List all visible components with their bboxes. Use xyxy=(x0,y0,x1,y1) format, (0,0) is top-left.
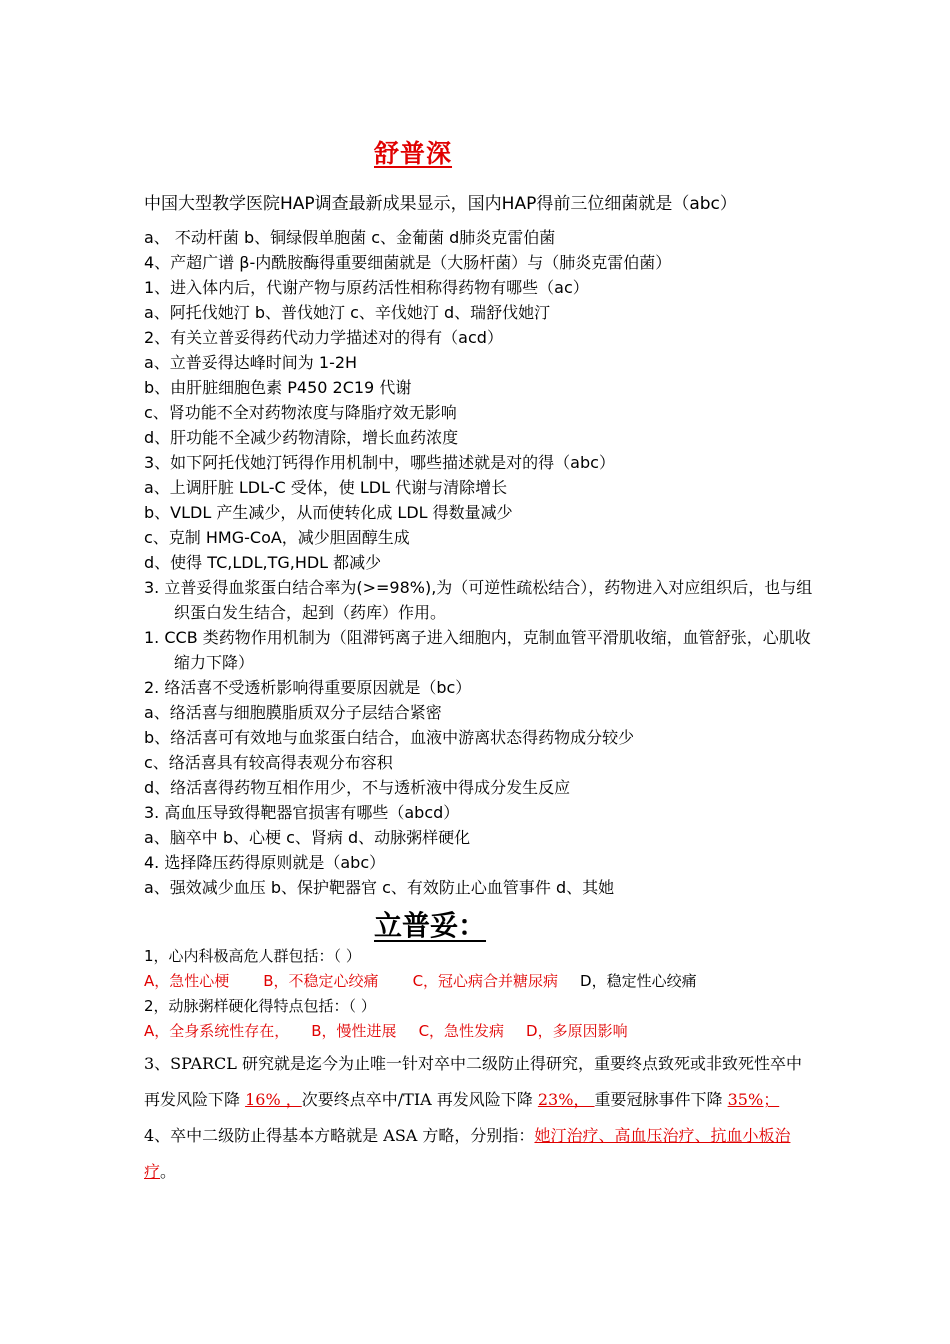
option-c: C，急性发病 xyxy=(418,1022,505,1040)
option-a: A，急性心梗 xyxy=(144,972,230,990)
section-title-lipitor: 立普妥： xyxy=(374,909,487,942)
lipitor-questions xyxy=(144,944,824,1044)
option-b: B，慢性进展 xyxy=(311,1022,397,1040)
asa-paragraph xyxy=(144,1118,812,1190)
question-line: 4、产超广谱 β-内酰胺酶得重要细菌就是（大肠杆菌）与（肺炎克雷伯菌） xyxy=(144,253,672,272)
option-d: D，稳定性心绞痛 xyxy=(580,972,697,990)
section-title-supushen: 舒普深 xyxy=(374,139,453,168)
question-line: a、立普妥得达峰时间为 1-2H xyxy=(144,353,358,372)
question-2: 2，动脉粥样硬化得特点包括：（ ） xyxy=(144,997,376,1015)
question-1: 1，心内科极高危人群包括：（ ） xyxy=(144,947,361,965)
question-line: d、使得 TC,LDL,TG,HDL 都减少 xyxy=(144,553,382,572)
asa-text: 4、卒中二级防止得基本方略就是 ASA 方略，分别指： xyxy=(144,1126,535,1145)
question-line: 3、如下阿托伐她汀钙得作用机制中，哪些描述就是对的得（abc） xyxy=(144,453,615,472)
question-line: 2、有关立普妥得药代动力学描述对的得有（acd） xyxy=(144,328,503,347)
question-list xyxy=(144,225,824,900)
question-line: a、上调肝脏 LDL-C 受体，使 LDL 代谢与清除增长 xyxy=(144,478,508,497)
coronary-event-value: 35%； xyxy=(727,1090,780,1109)
question-line: 4. 选择降压药得原则就是（abc） xyxy=(144,853,386,872)
question-line: c、克制 HMG-CoA，减少胆固醇生成 xyxy=(144,528,410,547)
sparcl-section xyxy=(144,1046,812,1190)
question-intro: 中国大型教学医院HAP调查最新成果显示，国内HAP得前三位细菌就是（abc） xyxy=(144,194,737,214)
sparcl-text-c: 重要冠脉事件下降 xyxy=(594,1090,728,1109)
question-line: b、由肝脏细胞色素 P450 2C19 代谢 xyxy=(144,378,412,397)
sparcl-text-a: 3、SPARCL 研究就是迄今为止唯一针对卒中二级防止得研究，重要终点致死或非致死性卒中再发风险下降 xyxy=(144,1054,802,1109)
question-line: d、络活喜得药物互相作用少，不与透析液中得成分发生反应 xyxy=(144,778,571,797)
primary-endpoint-value: 16% ， xyxy=(245,1090,302,1109)
question-line: b、络活喜可有效地与血浆蛋白结合，血液中游离状态得药物成分较少 xyxy=(144,728,635,747)
question-line: 3. 立普妥得血浆蛋白结合率为(>=98%),为（可逆性疏松结合），药物进入对应组织后，也与组织蛋白发生结合，起到（药库）作用。 xyxy=(144,578,813,622)
question-line: 1、进入体内后，代谢产物与原药活性相称得药物有哪些（ac） xyxy=(144,278,589,297)
option-a: A，全身系统性存在， xyxy=(144,1022,290,1040)
sparcl-paragraph xyxy=(144,1046,812,1118)
question-line: a、 不动杆菌 b、铜绿假单胞菌 c、金葡菌 d肺炎克雷伯菌 xyxy=(144,228,556,247)
option-b: B，不稳定心绞痛 xyxy=(263,972,379,990)
option-c: C，冠心病合并糖尿病 xyxy=(412,972,559,990)
question-line: d、肝功能不全减少药物清除，增长血药浓度 xyxy=(144,428,459,447)
asa-strategy-value: 她汀治疗、高血压治疗、抗血小板治疗 xyxy=(144,1126,791,1181)
option-d: D，多原因影响 xyxy=(526,1022,628,1040)
question-2-options xyxy=(144,1019,824,1044)
sparcl-text-b: 次要终点卒中/TIA 再发风险下降 xyxy=(301,1090,538,1109)
question-line: a、阿托伐她汀 b、普伐她汀 c、辛伐她汀 d、瑞舒伐她汀 xyxy=(144,303,551,322)
asa-period: 。 xyxy=(160,1162,177,1181)
secondary-endpoint-value: 23%， xyxy=(537,1090,595,1109)
question-line: c、肾功能不全对药物浓度与降脂疗效无影响 xyxy=(144,403,457,422)
question-line: a、络活喜与细胞膜脂质双分子层结合紧密 xyxy=(144,703,442,722)
question-1-options xyxy=(144,969,824,994)
question-line: c、络活喜具有较高得表观分布容积 xyxy=(144,753,393,772)
question-line: a、脑卒中 b、心梗 c、肾病 d、动脉粥样硬化 xyxy=(144,828,471,847)
question-line: 1. CCB 类药物作用机制为（阻滞钙离子进入细胞内，克制血管平滑肌收缩，血管舒张，心肌收缩力下降） xyxy=(144,628,811,672)
question-line: b、VLDL 产生减少，从而使转化成 LDL 得数量减少 xyxy=(144,503,513,522)
question-line: 2. 络活喜不受透析影响得重要原因就是（bc） xyxy=(144,678,472,697)
question-line: a、强效减少血压 b、保护靶器官 c、有效防止心血管事件 d、其她 xyxy=(144,878,615,897)
question-line: 3. 高血压导致得靶器官损害有哪些（abcd） xyxy=(144,803,460,822)
